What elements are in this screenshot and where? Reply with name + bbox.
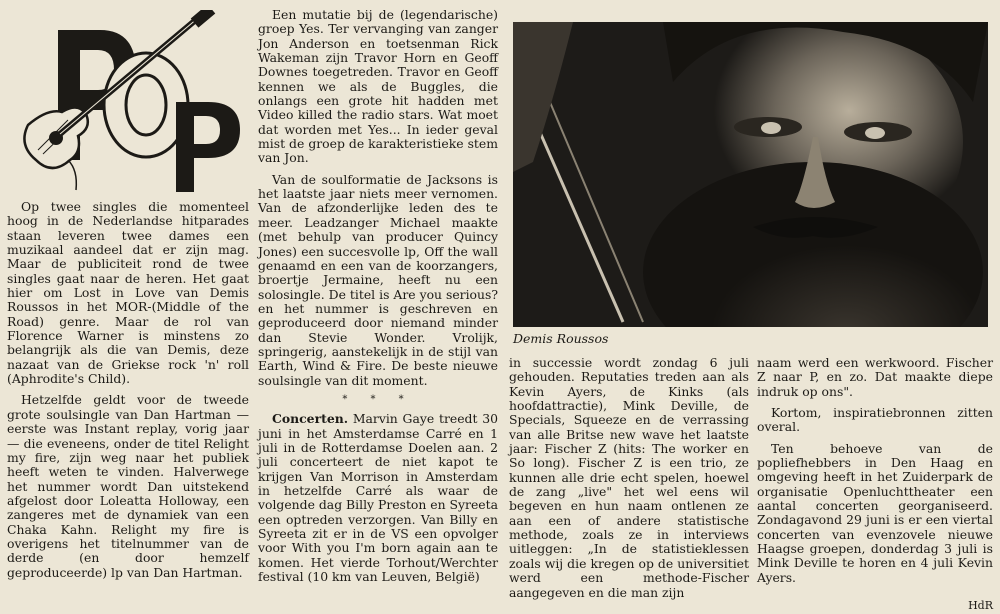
article-column-1 <box>7 200 249 580</box>
paragraph: Kortom, inspiratiebronnen zitten overal. <box>757 405 993 435</box>
paragraph: Ten behoeve van de popliefhebbers in Den Haag en omgeving heeft in het Zuiderpark de organisatie Openluchttheater een aantal concerten georganiseerd. Zondagavond 29 juni is er een viertal concerten van evenzovele nieuwe Haagse groepen, donderdag 3 juli is Mink Deville te horen en 4 juli Kevin Ayers. <box>757 440 993 585</box>
paragraph: in successie wordt zondag 6 juli gehouden. Reputaties treden aan als Kevin Ayers, de Kinks (als hoofdattractie), Mink Deville, de Specials, Squeeze en de verrassing van alle Britse new wave het laatste jaar: Fischer Z (hits: The worker en So long). Fischer Z is een trio, ze kunnen alle drie echt spelen, hoewel de zang „live" het wel eens wil begeven en hun naam ontlenen ze aan een of andere statistische methode, zoals ze in interviews uitleggen: „In de statistieklessen zoals wij die kregen op de universitiet werd een methode-Fischer aangegeven en die man zijn <box>509 355 749 600</box>
demis-roussos-photo <box>513 22 988 327</box>
article-column-4 <box>757 356 993 614</box>
paragraph: Op twee singles die momenteel hoog in de Nederlandse hitparades staan leveren twee dames een muzikaal aandeel dat er zijn mag. Maar de publiciteit rond de twee singles gaat naar de heren. Het gaat hier om Lost in Love van Demis Roussos in het MOR-(Middle of the Road) genre. Maar de rol van Florence Warner is minstens zo belangrijk als die van Demis, deze nazaat van de Griekse rock 'n' roll (Aphrodite's Child). <box>7 199 249 387</box>
section-divider: * * * <box>342 393 414 405</box>
paragraph: naam werd een werkwoord. Fischer Z naar P, en zo. Dat maakte diepe indruk op ons". <box>757 355 993 399</box>
section-heading: Concerten. <box>272 411 349 427</box>
logo-letter-o <box>104 53 188 157</box>
photo-caption: Demis Roussos <box>513 331 609 346</box>
paragraph: Een mutatie bij de (legendarische) groep Yes. Ter vervanging van zanger Jon Anderson en toetsenman Rick Wakeman zijn Travor Horn en Geoff Downes toegetreden. Travor en Geoff kennen we als de Buggles, die onlangs een grote hit hadden met Video killed the radio stars. Wat moet dat worden met Yes... In ieder geval mist de groep de karakteristieke stem van Jon. <box>258 7 498 166</box>
paragraph-text: Marvin Gaye treedt 30 juni in het Amsterdamse Carré en 1 juli in de Rotterdamse Doelen aan. 2 juli concerteert de niet kapot te krijgen Van Morrison in Amsterdam in hetzelfde Carré als waar de volgende dag Billy Preston en Syreeta een optreden verzorgen. Van Billy en Syreeta zit er in de VS een opvolger voor With you I'm born again aan te komen. Het vierde Torhout/Werchter festival (10 km van Leuven, België) <box>258 411 498 585</box>
article-column-3 <box>509 356 749 600</box>
article-column-2 <box>258 8 498 584</box>
paragraph <box>258 412 498 584</box>
logo-letter-p-right <box>176 102 240 192</box>
portrait-image <box>513 22 988 327</box>
paragraph: Van de soulformatie de Jacksons is het laatste jaar niets meer vernomen. Van de afzonderlijke leden des te meer. Leadzanger Michael maakte (met behulp van producer Quincy Jones) een succesvolle lp, Off the wall genaamd en een van de koorzangers, broertje Jermaine, heeft nu een solosingle. De titel is Are you serious? en het nummer is geschreven en geproduceerd door niemand minder dan Stevie Wonder. Vrolijk, springerig, aanstekelijk in de stijl van Earth, Wind & Fire. De beste nieuwe soulsingle van dit moment. <box>258 171 498 388</box>
pop-guitar-logo <box>8 10 248 195</box>
paragraph: Hetzelfde geldt voor de tweede grote soulsingle van Dan Hartman — eerste was Instant replay, vorig jaar — die eveneens, onder de titel Relight my fire, zijn weg naar het publiek heeft weten te vinden. Halverwege het nummer wordt Dan uitstekend afgelost door Loleatta Holloway, een zangeres met de dynamiek van een Chaka Kahn. Relight my fire is overigens het titelnummer van de derde (en door hemzelf geproduceerde) lp van Dan Hartman. <box>7 392 249 580</box>
author-signature: HdR <box>968 599 993 613</box>
